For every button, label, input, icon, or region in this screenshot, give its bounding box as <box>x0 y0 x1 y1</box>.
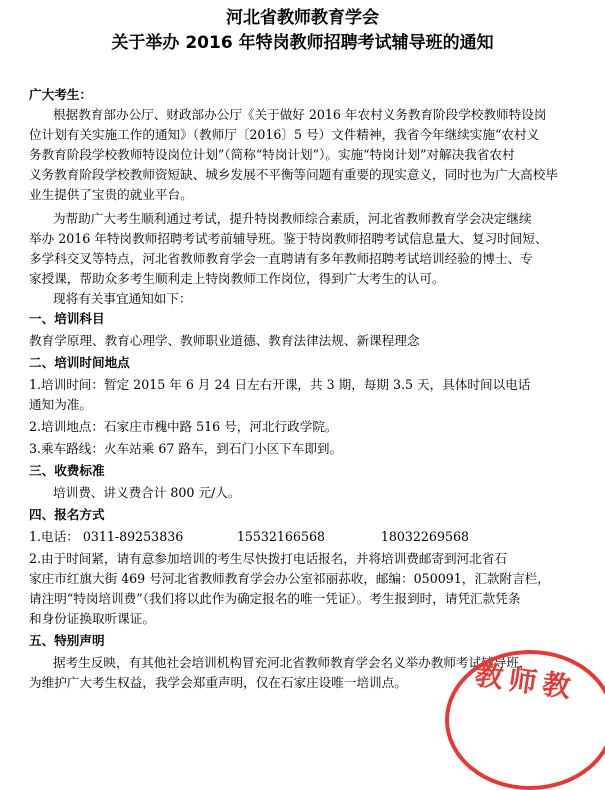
notice-intro: 现将有关事宜通知如下： <box>53 291 192 306</box>
section-content: 教育学原理、教育心理学、教师职业道德、教育法律法规、新课程理念 <box>29 333 420 348</box>
signup-line: 请注明“特岗培训费”（我们将以此作为确定报名的唯一凭证）。考生报到时，请凭汇款凭条 <box>29 591 521 606</box>
section-heading: 四、报名方式 <box>29 507 105 522</box>
phone-number: 18032269568 <box>380 529 469 544</box>
intro-line: 位计划有关实施工作的通知》（教师厅〔2016〕5 号）文件精神，我省今年继续实施“农村义 <box>29 127 540 142</box>
purpose-line: 为帮助广大考生顺利通过考试，提升特岗教师综合素质，河北省教师教育学会决定继续 <box>53 211 532 226</box>
section-heading: 五、特别声明 <box>29 633 105 648</box>
bus-route: 3.乘车路线：火车站乘 67 路车，到石门小区下车即到。 <box>29 441 343 456</box>
intro-line: 务教育阶段学校教师特设岗位计划”（简称“特岗计划”）。实施“特岗计划”对解决我省农村 <box>29 147 515 162</box>
intro-line: 业生提供了宝贵的就业平台。 <box>29 187 193 202</box>
signup-line: 2.由于时间紧，请有意参加培训的考生尽快拨打电话报名，并将培训费邮寄到河北省石 <box>29 551 507 566</box>
training-time: 1.培训时间：暂定 2015 年 6 月 24 日左右开课，共 3 期，每期 3.5 天，具体时间以电话 <box>29 377 531 392</box>
purpose-line: 多学科交叉等特点，河北省教师教育学会一直聘请有多年教师招聘考试培训经验的博士、专 <box>29 251 533 266</box>
signup-line: 和身份证换取听课证。 <box>29 611 155 626</box>
training-place: 2.培训地点：石家庄市槐中路 516 号，河北行政学院。 <box>29 419 338 434</box>
phone-number: 0311-89253836 <box>82 529 184 544</box>
purpose-line: 举办 2016 年特岗教师招聘考试考前辅导班。鉴于特岗教师招聘考试信息量大、复习时间短、 <box>29 231 548 246</box>
official-seal-stamp <box>445 650 605 790</box>
purpose-line: 家授课，帮助众多考生顺利走上特岗教师工作岗位，得到广大考生的认可。 <box>29 271 445 286</box>
section-heading: 三、收费标准 <box>29 463 105 478</box>
phone-label: 1.电话： <box>29 529 79 544</box>
training-time-cont: 通知为准。 <box>29 397 92 412</box>
phone-number: 15532166568 <box>236 529 325 544</box>
section-heading: 一、培训科目 <box>29 311 105 326</box>
statement-line: 据考生反映，有其他社会培训机构冒充河北省教师教育学会名义举办教师考试辅导班， <box>53 655 532 670</box>
stamp-text: 教师教 <box>472 658 579 705</box>
phone-row <box>29 527 469 547</box>
fee-content: 培训费、讲义费合计 800 元/人。 <box>53 485 241 500</box>
signup-line: 家庄市红旗大街 469 号河北省教师教育学会办公室祁丽荪收，邮编：050091，汇款附言栏， <box>29 571 550 586</box>
document-title-line2: 关于举办 2016 年特岗教师招聘考试辅导班的通知 <box>111 33 494 53</box>
greeting: 广大考生： <box>29 87 92 102</box>
intro-line: 根据教育部办公厅、财政部办公厅《关于做好 2016 年农村义务教育阶段学校教师特设岗 <box>53 107 547 122</box>
statement-line: 为维护广大考生权益，我学会郑重声明，仅在石家庄设唯一培训点。 <box>29 675 407 690</box>
section-heading: 二、培训时间地点 <box>29 355 130 370</box>
intro-line: 义务教育阶段学校教师资短缺、城乡发展不平衡等问题有重要的现实意义，同时也为广大高校毕 <box>29 167 558 182</box>
document-title-line1: 河北省教师教育学会 <box>226 8 379 28</box>
